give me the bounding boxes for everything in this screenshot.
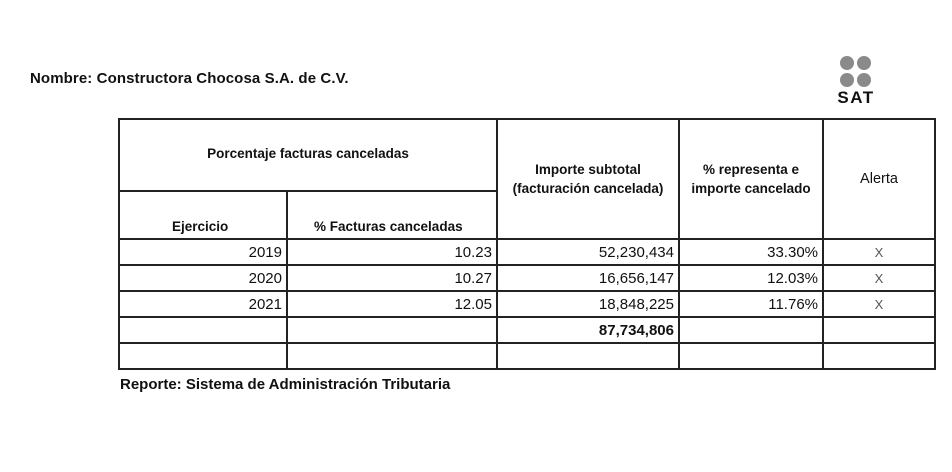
cell-empty — [287, 317, 497, 343]
company-name: Nombre: Constructora Chocosa S.A. de C.V. — [30, 70, 349, 87]
header-alert: Alerta — [823, 119, 935, 239]
cell-share: 12.03% — [679, 265, 823, 291]
canceled-invoices-table — [118, 118, 936, 370]
cell-empty — [823, 343, 935, 369]
cell-share: 11.76% — [679, 291, 823, 317]
sat-logo-text: SAT — [837, 88, 875, 107]
table-row — [119, 239, 935, 265]
cell-empty — [287, 343, 497, 369]
header-pct-invoices: % Facturas canceladas — [287, 191, 497, 239]
cell-total-subtotal: 87,734,806 — [497, 317, 679, 343]
sat-logo — [826, 56, 886, 108]
cell-empty — [119, 343, 287, 369]
header-year: Ejercicio — [119, 191, 287, 239]
cell-empty — [823, 317, 935, 343]
cell-empty — [497, 343, 679, 369]
header-subtotal-line1: Importe subtotal — [535, 162, 641, 177]
cell-empty — [679, 317, 823, 343]
cell-alert: X — [823, 291, 935, 317]
cell-empty — [679, 343, 823, 369]
header-share-line1: % representa e — [702, 162, 800, 177]
cell-subtotal: 52,230,434 — [497, 239, 679, 265]
table-empty-row — [119, 343, 935, 369]
cell-subtotal: 16,656,147 — [497, 265, 679, 291]
cell-year: 2019 — [119, 239, 287, 265]
cell-pct-invoices: 10.27 — [287, 265, 497, 291]
cell-alert: X — [823, 239, 935, 265]
cell-year: 2020 — [119, 265, 287, 291]
header-subtotal-line2: (facturación cancelada) — [512, 181, 664, 196]
table-header-row — [119, 119, 935, 191]
cell-empty — [119, 317, 287, 343]
cell-year: 2021 — [119, 291, 287, 317]
header-share-line2: importe cancelado — [691, 181, 811, 196]
table-row — [119, 291, 935, 317]
cell-subtotal: 18,848,225 — [497, 291, 679, 317]
cell-alert: X — [823, 265, 935, 291]
cell-pct-invoices: 12.05 — [287, 291, 497, 317]
report-source: Reporte: Sistema de Administración Tributaria — [120, 376, 451, 393]
table-total-row — [119, 317, 935, 343]
header-share — [679, 119, 823, 239]
table-row — [119, 265, 935, 291]
cell-share: 33.30% — [679, 239, 823, 265]
group-header-pct-canceled: Porcentaje facturas canceladas — [119, 119, 497, 191]
sat-logo-dots-icon — [840, 56, 872, 88]
cell-pct-invoices: 10.23 — [287, 239, 497, 265]
header-subtotal — [497, 119, 679, 239]
